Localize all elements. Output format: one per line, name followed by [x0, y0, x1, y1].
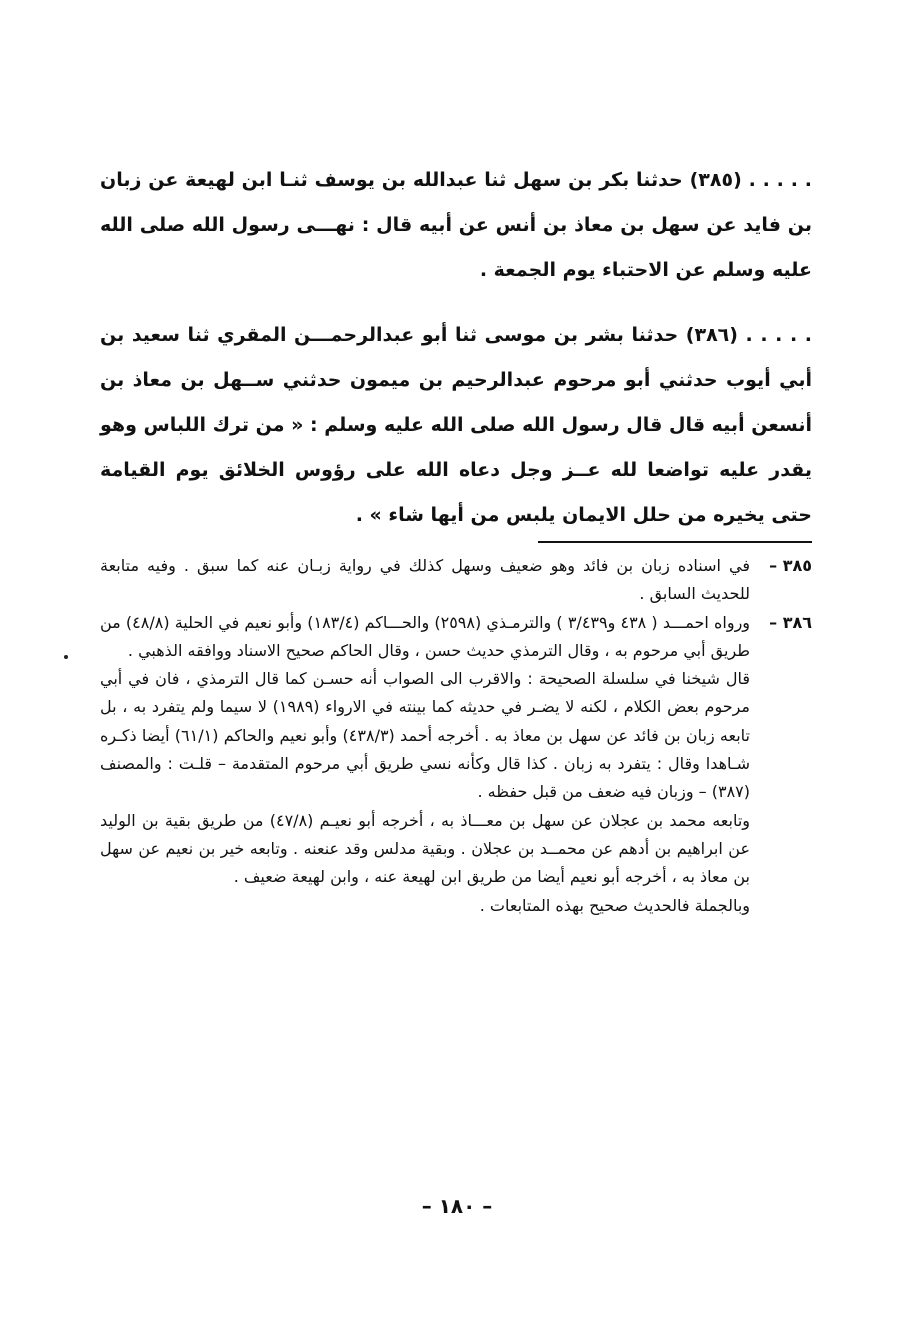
hadith-385: . . . . . (٣٨٥) حدثنا بكر بن سهل ثنا عبدالله بن يوسف ثنـا ابن لهيعة عن زبان بن فايد عن سهل بن معاذ بن أنس عن أبيه قال : نهـــى رسول الله صلى الله عليه وسلم عن الاحتباء يوم الجمعة .: [100, 169, 812, 281]
footnote-body: [100, 609, 750, 920]
footnote-body: [100, 552, 750, 609]
hadith-386: . . . . . (٣٨٦) حدثنا بشر بن موسى ثنا أبو عبدالرحمـــن المقري ثنا سعيد بن أبي أيوب حدثني أبو مرحوم عبدالرحيم بن ميمون حدثني ســهل بن معاذ بن أنسعن أبيه قال قال رسول الله صلى الله عليه وسلم : « من ترك اللباس وهو يقدر عليه تواضعا لله عــز وجل دعاه الله على رؤوس الخلائق يوم القيامة حتى يخيره من حلل الايمان يلبس من أيها شاء » .: [100, 324, 812, 526]
footnote-paragraph: قال شيخنا في سلسلة الصحيحة : والاقرب الى الصواب أنه حسـن كما قال الترمذي ، فان في أبي مرحوم بعض الكلام ، لكنه لا يضـر في حديثه كما بينته في الارواء (١٩٨٩) لا سيما ولم يتفرد به ، بل تابعه زبان بن فائد عن سهل بن معاذ به . أخرجه أحمد (٤٣٨/٣) وأبو نعيم والحاكم (٦١/١) أيضا ذكـره شـاهدا وقال : يتفرد به زبان . كذا قال وكأنه نسي طريق أبي مرحوم المتقدمة – قلـت : والمصنف (٣٨٧) – وزبان فيه ضعف من قبل حفظه .: [100, 669, 751, 802]
footnote-paragraph: وبالجملة فالحديث صحيح بهذه المتابعات .: [479, 895, 750, 915]
footnote-paragraph: في اسناده زبان بن فائد وهو ضعيف وسهل كذلك في رواية زبـان عنه كما سبق . وفيه متابعة للحديث السابق .: [100, 556, 750, 604]
footnote-number: ٣٨٥ –: [769, 556, 812, 575]
footnote-number: ٣٨٦ –: [769, 612, 812, 632]
footnote-paragraph: وتابعه محمد بن عجلان عن سهل بن معـــاذ به ، أخرجه أبو نعيـم (٤٧/٨) من طريق بقية بن الوليد عن ابراهيم بن أدهم عن محمــد بن عجلان . وبقية مدلس وقد عنعنه . وتابعه خير بن نعيم عن سهل بن معاذ به ، أخرجه أبو نعيم أيضا من طريق ابن لهيعة عنه ، وابن لهيعة ضعيف .: [100, 810, 751, 887]
scan-speck: [64, 655, 68, 659]
footnote-385: [100, 552, 812, 609]
footnote-separator: [538, 541, 812, 543]
footnote-386: [100, 609, 812, 920]
footnotes: [100, 552, 812, 920]
page-number: – ١٨٠ –: [421, 1194, 493, 1218]
footnote-paragraph: ورواه احمـــد ( ٤٣٨ و٣/٤٣٩ ) والترمـذي (٢٥٩٨) والحـــاكم (١٨٣/٤) وأبو نعيم في الحلية (٤٨/٨) من طريق أبي مرحوم به ، وقال الترمذي حديث حسن ، وقال الحاكم صحيح الاسناد ووافقه الذهبي .: [100, 612, 751, 660]
